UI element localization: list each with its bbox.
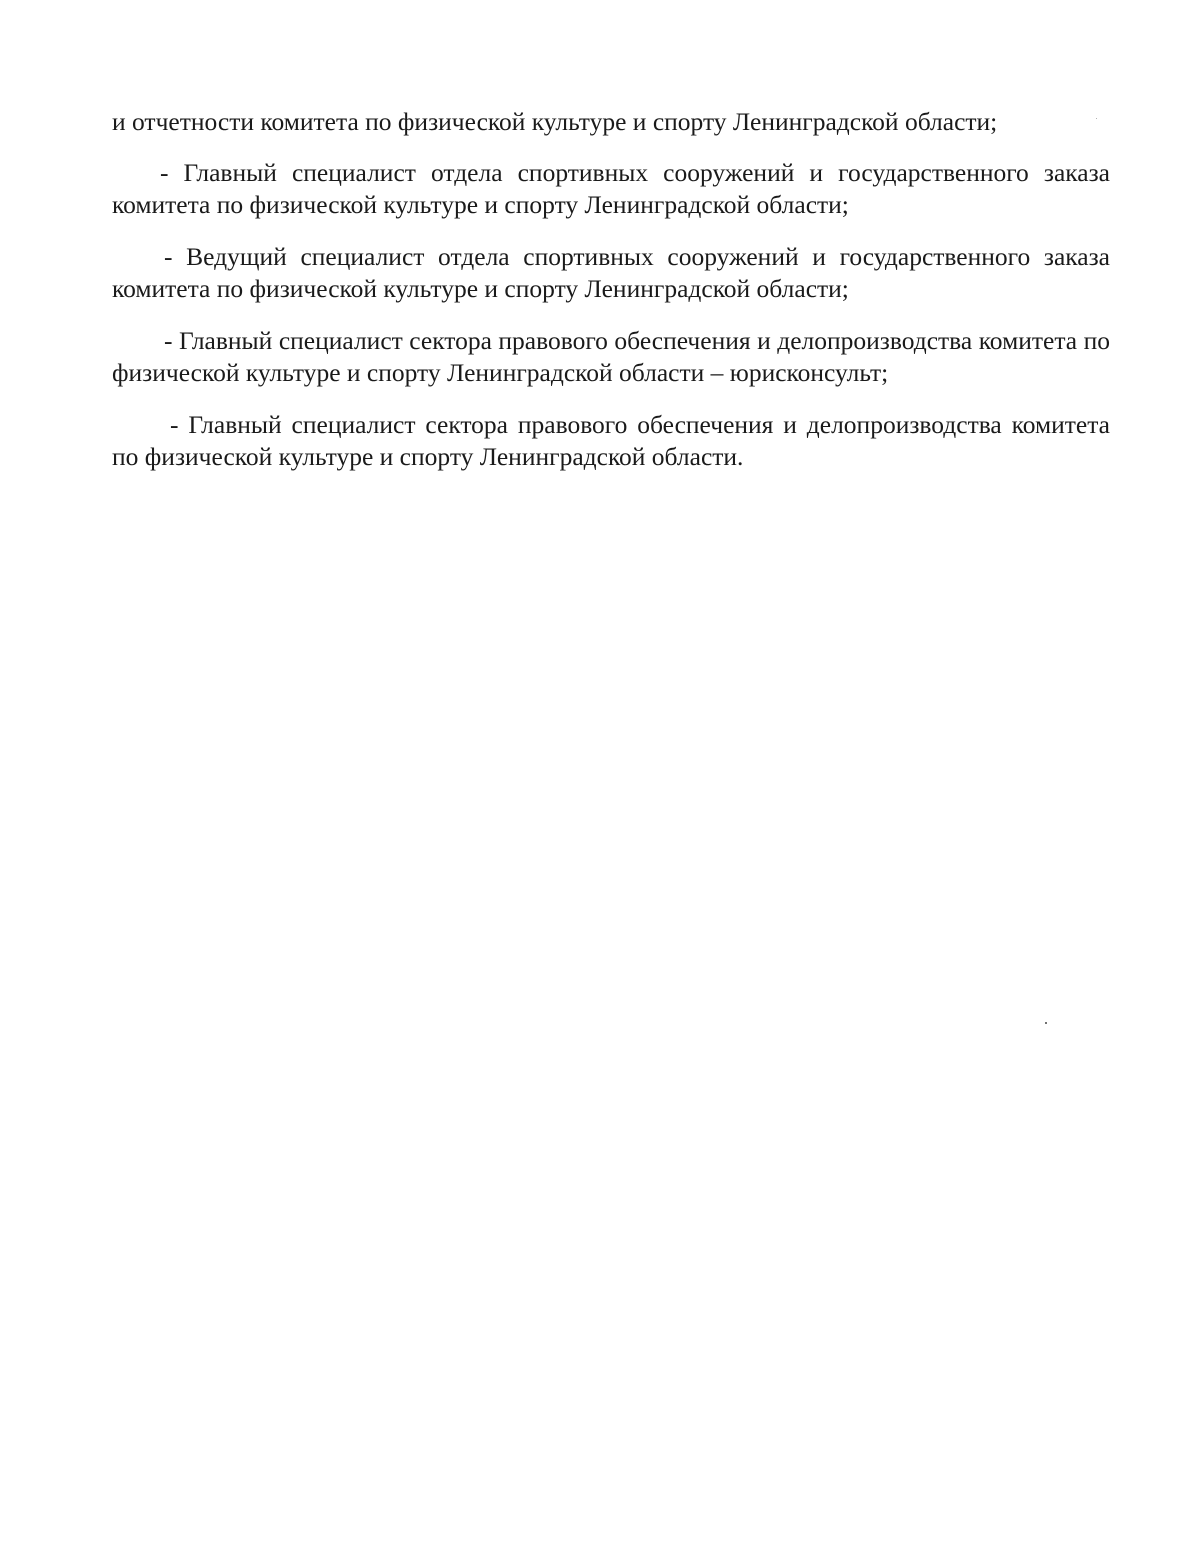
list-item: - Главный специалист сектора правового обеспечения и делопроизводства комитета по физической культуре и спорту Ленинградской области – юрисконсульт; [112, 326, 1110, 387]
paragraph-continuation: и отчетности комитета по физической культуре и спорту Ленинградской области; [112, 107, 998, 136]
scan-speck [1096, 118, 1097, 119]
scan-speck [1045, 1022, 1047, 1024]
list-item: - Главный специалист отдела спортивных сооружений и государственного заказа комитета по физической культуре и спорту Ленинградской области; [112, 158, 1110, 219]
document-body [112, 106, 1110, 493]
list-item: - Ведущий специалист отдела спортивных сооружений и государственного заказа комитета по физической культуре и спорту Ленинградской области; [112, 242, 1110, 303]
list-item: - Главный специалист сектора правового обеспечения и делопроизводства комитета по физической культуре и спорту Ленинградской области. [112, 410, 1110, 471]
